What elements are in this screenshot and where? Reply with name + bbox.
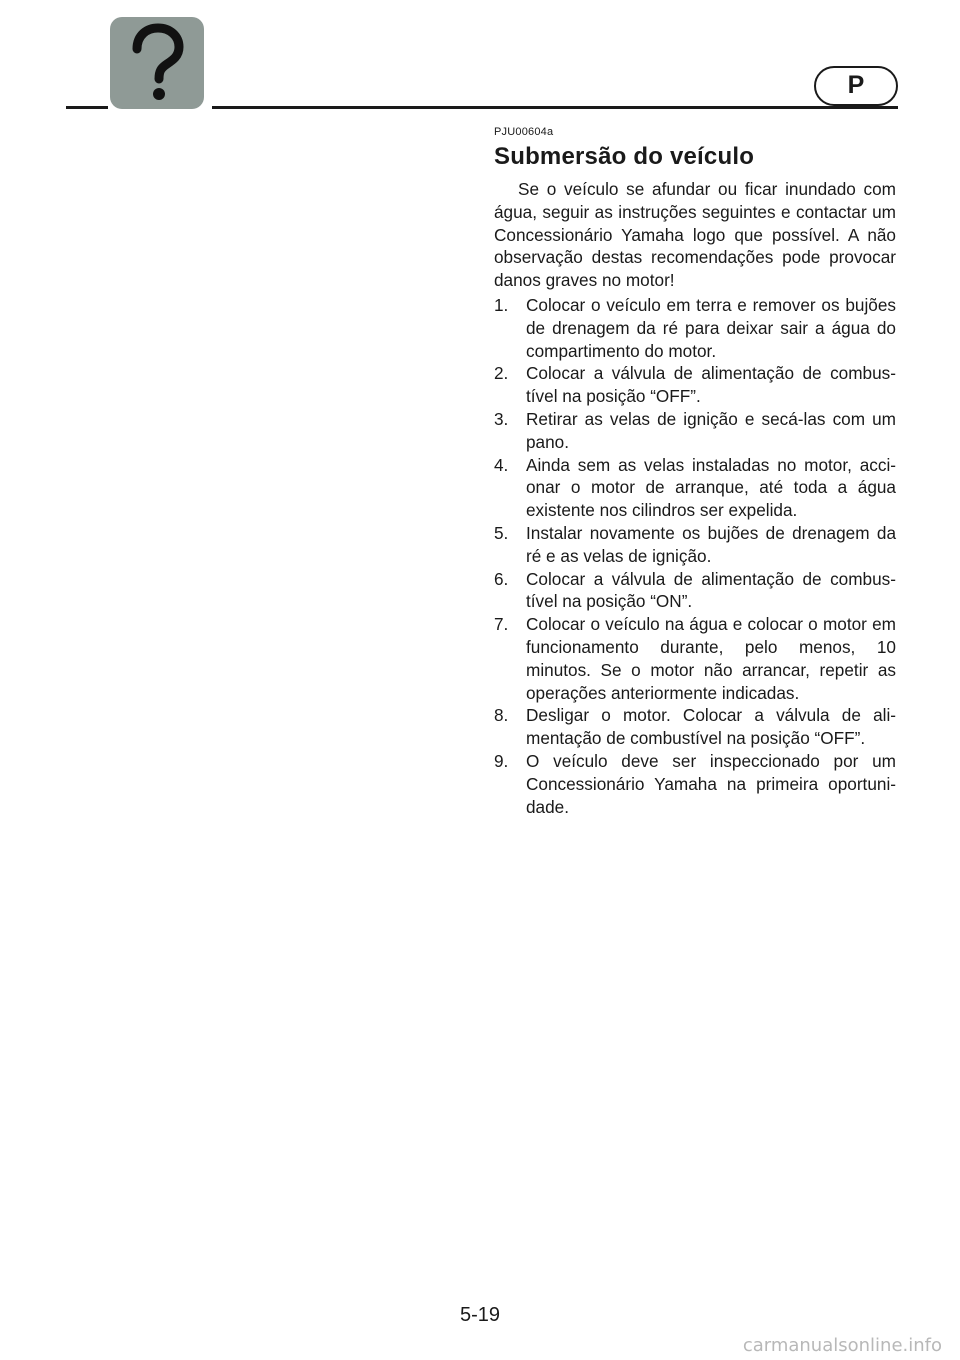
page-number: 5-19 [459,1304,501,1326]
watermark: carmanualsonline.info [742,1335,942,1356]
list-item [494,613,896,704]
step-text: Instalar novamente os bujões de drenagem da ré e as velas de ignição. [526,522,896,566]
list-item [494,750,896,818]
section-intro: Se o veículo se afundar ou ficar inundado com água, seguir as instruções seguintes e contactar um Concessionário Yamaha logo que possível. A não observação destas recomendações pode provocar danos graves no motor! [494,179,896,291]
step-number: 7. [494,614,509,635]
section-content [494,124,896,818]
step-number: 9. [494,750,509,771]
list-item [494,408,896,454]
step-text: Colocar a válvula de alimentação de combus-tível na posição “OFF”. [526,363,896,407]
step-number: 6. [494,568,509,589]
step-number: 4. [494,454,509,475]
step-text: Desligar o motor. Colocar a válvula de ali-mentação de combustível na posição “OFF”. [526,705,896,749]
step-text: O veículo deve ser inspeccionado por um Concessionário Yamaha na primeira oportuni-dade. [526,750,896,817]
step-number: 1. [494,294,509,315]
list-item [494,294,896,362]
step-text: Ainda sem as velas instaladas no motor, acci-onar o motor de arranque, até toda a água existente nos cilindros ser expelida. [526,454,896,521]
question-mark-icon [110,17,204,109]
list-item [494,362,896,408]
list-item [494,704,896,750]
step-text: Colocar o veículo em terra e remover os bujões de drenagem da ré para deixar sair a água do compartimento do motor. [526,294,896,361]
list-item [494,568,896,614]
step-number: 3. [494,408,509,429]
steps-list [494,294,896,818]
step-number: 2. [494,363,509,384]
step-text: Retirar as velas de ignição e secá-las com um pano. [526,408,896,452]
header-rule-right [212,106,898,109]
language-badge: P [814,66,898,106]
step-number: 5. [494,522,509,543]
header-rule-left [66,106,108,109]
step-number: 8. [494,705,509,726]
section-code: PJU00604a [494,126,554,138]
step-text: Colocar o veículo na água e colocar o motor em funcionamento durante, pelo menos, 10 minutos. Se o motor não arrancar, repetir as operações anteriormente indicadas. [526,614,896,703]
list-item [494,522,896,568]
step-text: Colocar a válvula de alimentação de combus-tível na posição “ON”. [526,568,896,612]
list-item [494,454,896,522]
section-title: Submersão do veículo [494,143,755,170]
